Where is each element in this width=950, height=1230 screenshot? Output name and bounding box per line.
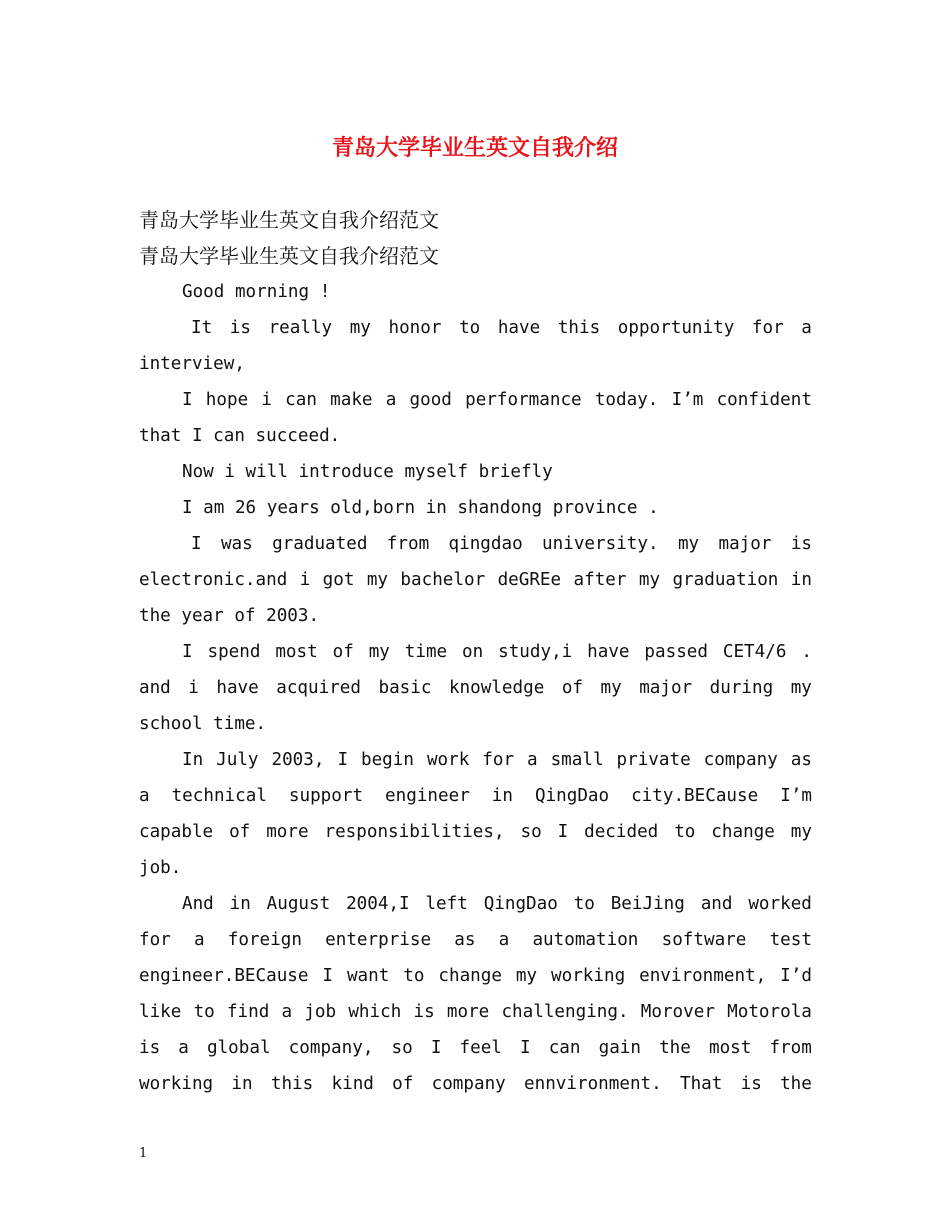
word: is (139, 1038, 161, 1058)
word: to (193, 1002, 215, 1022)
word: I (430, 1038, 442, 1058)
word: I’m (780, 786, 812, 806)
word: qingdao (448, 534, 523, 554)
word: company (703, 750, 778, 770)
word: have (497, 318, 541, 338)
word: study,i (498, 642, 573, 662)
word: a (498, 930, 510, 950)
word: like (139, 1002, 182, 1022)
document-body (139, 202, 812, 1102)
word: for (139, 930, 171, 950)
word: i (188, 678, 199, 698)
word: Morover (640, 1002, 715, 1022)
word: i (261, 390, 272, 410)
word: as (790, 750, 812, 770)
word: to (573, 894, 595, 914)
word: is (229, 318, 251, 338)
body-line (139, 922, 812, 958)
word: performance (465, 390, 582, 410)
word: my (368, 642, 390, 662)
word: work (426, 750, 470, 770)
body-line (139, 526, 812, 562)
word: good (409, 390, 452, 410)
word: change (711, 822, 775, 842)
body-line: Good morning ! (182, 282, 331, 302)
word: this (557, 318, 601, 338)
word: is (413, 1002, 435, 1022)
word: the (780, 1074, 812, 1094)
word: begin (361, 750, 414, 770)
word: is (790, 534, 812, 554)
word: time (404, 642, 448, 662)
word: confident (716, 390, 812, 410)
word: a (178, 1038, 189, 1058)
word: in (491, 786, 513, 806)
word: And (182, 894, 214, 914)
word: i (299, 570, 311, 590)
word: engineer (385, 786, 470, 806)
word: want (346, 966, 390, 986)
word: I (520, 1038, 531, 1058)
word: graduation (672, 570, 779, 590)
body-line: I am 26 years old,born in shandong province . (182, 498, 659, 518)
word: find (226, 1002, 270, 1022)
word: of (332, 642, 354, 662)
word: major (718, 534, 772, 554)
word: working (551, 966, 626, 986)
word: for (482, 750, 515, 770)
word: have (587, 642, 630, 662)
word: my (366, 570, 389, 590)
word: private (616, 750, 691, 770)
body-line (139, 562, 812, 598)
word: my (677, 534, 700, 554)
word: have (216, 678, 259, 698)
word: for (751, 318, 784, 338)
word: and (139, 678, 171, 698)
word: CET4/6 (722, 642, 787, 662)
word: in (229, 894, 251, 914)
body-line (139, 742, 812, 778)
word: more (266, 822, 309, 842)
word: to (459, 318, 481, 338)
word: of (229, 822, 251, 842)
word: I (557, 822, 569, 842)
word: . (801, 642, 812, 662)
word: during (709, 678, 774, 698)
body-line (139, 1066, 812, 1102)
word: support (288, 786, 364, 806)
word: make (330, 390, 373, 410)
word: is (740, 1074, 762, 1094)
body-line (139, 886, 812, 922)
word: my (349, 318, 371, 338)
word: in (790, 570, 812, 590)
word: foreign (227, 930, 302, 950)
word: I (337, 750, 349, 770)
body-line (139, 382, 812, 418)
body-line: interview, (139, 354, 245, 374)
word: change (438, 966, 502, 986)
word: In (182, 750, 204, 770)
word: so (391, 1038, 413, 1058)
word: I’d (780, 966, 812, 986)
word: knowledge (448, 678, 545, 698)
word: after (573, 570, 627, 590)
word: company (431, 1074, 506, 1094)
body-line: school time. (139, 714, 267, 734)
body-line (139, 670, 812, 706)
word: job (304, 1002, 337, 1022)
word: QingDao (483, 894, 558, 914)
word: environment, (639, 966, 767, 986)
word: really (268, 318, 333, 338)
word: Motorola (727, 1002, 812, 1022)
word: as (454, 930, 476, 950)
body-line (139, 994, 812, 1030)
word: responsibilities, (324, 822, 505, 842)
word: technical (171, 786, 267, 806)
body-line (139, 814, 812, 850)
word: my (600, 678, 622, 698)
word: and (700, 894, 733, 914)
word: a (385, 390, 397, 410)
word: today. (594, 390, 659, 410)
word: bachelor (400, 570, 486, 590)
body-line (139, 634, 812, 670)
word: most (708, 1038, 752, 1058)
word: enterprise (325, 930, 432, 950)
body-line (139, 1030, 812, 1066)
word: BeiJing (610, 894, 685, 914)
word: I (191, 534, 202, 554)
body-line (139, 310, 812, 346)
word: opportunity (617, 318, 735, 338)
word: so (520, 822, 542, 842)
word: a (801, 318, 812, 338)
word: the (659, 1038, 691, 1058)
word: most (275, 642, 318, 662)
body-line: that I can succeed. (139, 426, 341, 446)
word: 2004,I (346, 894, 410, 914)
word: test (769, 930, 812, 950)
word: company, (288, 1038, 374, 1058)
word: automation (532, 930, 639, 950)
subtitle-line: 青岛大学毕业生英文自我介绍范文 (139, 208, 439, 232)
word: a (527, 750, 538, 770)
word: from (769, 1038, 812, 1058)
word: more (446, 1002, 490, 1022)
word: I (182, 390, 193, 410)
body-line: the year of 2003. (139, 606, 320, 626)
word: It (191, 318, 213, 338)
word: left (425, 894, 468, 914)
word: got (322, 570, 355, 590)
word: basic (378, 678, 432, 698)
word: That (680, 1074, 723, 1094)
word: engineer.BECause (139, 966, 309, 986)
word: major (639, 678, 693, 698)
word: university. (542, 534, 659, 554)
word: global (207, 1038, 271, 1058)
word: city.BECause (631, 786, 759, 806)
word: August (266, 894, 331, 914)
word: a (139, 786, 150, 806)
word: from (386, 534, 430, 554)
word: software (661, 930, 747, 950)
body-line: Now i will introduce myself briefly (182, 462, 553, 482)
word: of (392, 1074, 414, 1094)
word: to (674, 822, 696, 842)
word: to (403, 966, 425, 986)
word: in (231, 1074, 253, 1094)
word: kind (331, 1074, 374, 1094)
word: graduated (272, 534, 368, 554)
word: this (270, 1074, 314, 1094)
word: decided (584, 822, 659, 842)
word: a (281, 1002, 293, 1022)
word: feel (459, 1038, 502, 1058)
word: spend (207, 642, 261, 662)
word: gain (598, 1038, 641, 1058)
word: my (790, 822, 812, 842)
word: deGREe (497, 570, 562, 590)
word: of (561, 678, 583, 698)
body-line: job. (139, 858, 182, 878)
word: acquired (276, 678, 361, 698)
word: 2003, (271, 750, 325, 770)
page-number: 1 (139, 1146, 148, 1161)
word: can (548, 1038, 581, 1058)
word: electronic.and (139, 570, 288, 590)
word: hope (205, 390, 249, 410)
word: was (220, 534, 253, 554)
word: my (790, 678, 812, 698)
word: I (322, 966, 334, 986)
body-line (139, 778, 812, 814)
word: a (193, 930, 205, 950)
body-line (139, 958, 812, 994)
word: my (515, 966, 538, 986)
word: QingDao (534, 786, 610, 806)
word: ennvironment. (524, 1074, 662, 1094)
word: small (550, 750, 604, 770)
word: worked (748, 894, 812, 914)
document-title: 青岛大学毕业生英文自我介绍 (331, 135, 618, 161)
word: challenging. (501, 1002, 629, 1022)
word: can (285, 390, 317, 410)
word: July (216, 750, 259, 770)
word: capable (139, 822, 214, 842)
word: on (462, 642, 484, 662)
word: which (348, 1002, 402, 1022)
word: passed (644, 642, 708, 662)
word: honor (388, 318, 442, 338)
word: I (182, 642, 193, 662)
subtitle-line: 青岛大学毕业生英文自我介绍范文 (139, 244, 439, 268)
word: I’m (671, 390, 704, 410)
word: my (638, 570, 661, 590)
word: working (139, 1074, 214, 1094)
